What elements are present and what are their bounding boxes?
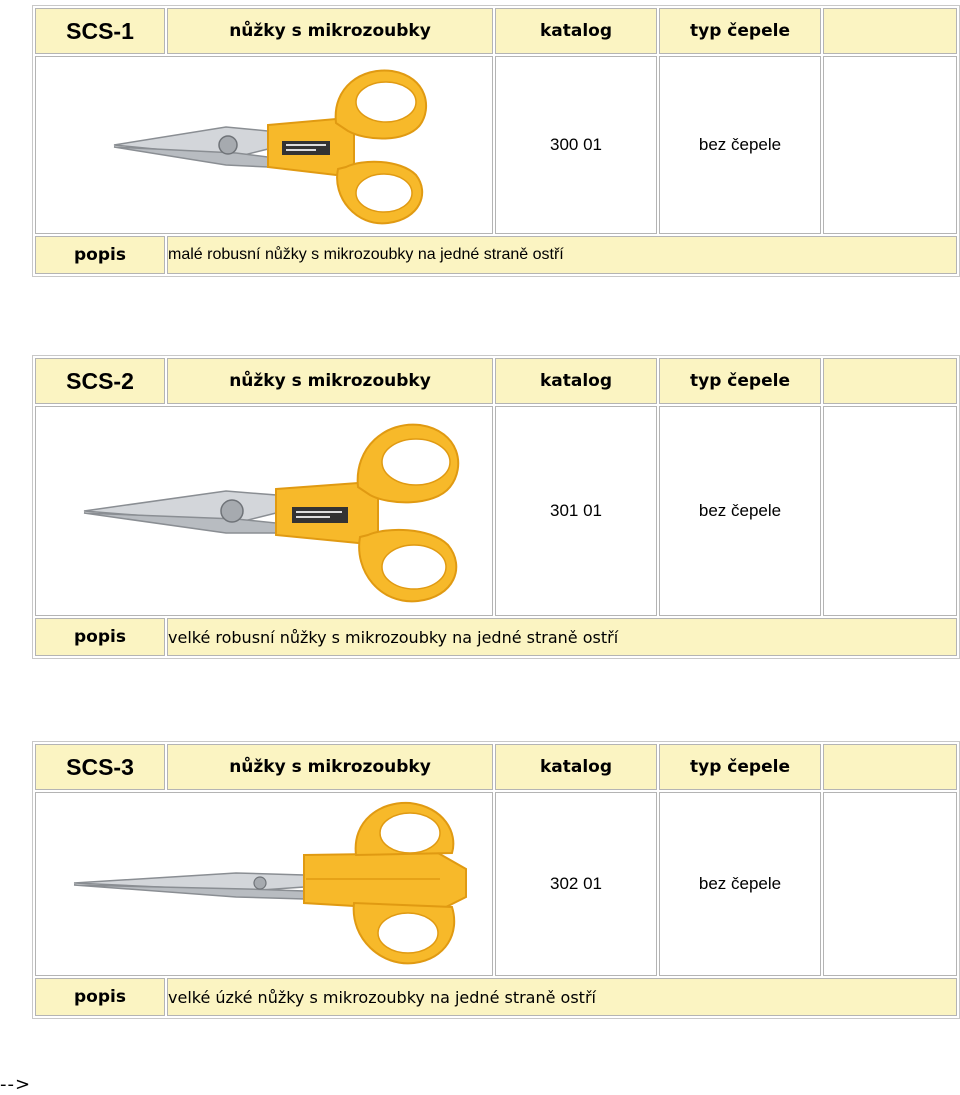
product-code: SCS-2 (35, 358, 165, 404)
blade-type-header: typ čepele (659, 358, 821, 404)
product-table (32, 741, 960, 1019)
catalog-number: 300 01 (495, 56, 657, 234)
stray-comment-text: --> (0, 1074, 32, 1095)
catalog-header: katalog (495, 8, 657, 54)
scissors-icon (36, 793, 492, 975)
scissors-icon (36, 57, 492, 233)
blade-type-value: bez čepele (659, 56, 821, 234)
product-description: velké úzké nůžky s mikrozoubky na jedné straně ostří (167, 978, 957, 1016)
catalog-number: 302 01 (495, 792, 657, 976)
blade-type-header: typ čepele (659, 744, 821, 790)
empty-cell (823, 792, 957, 976)
product-table (32, 5, 960, 277)
blade-type-header: typ čepele (659, 8, 821, 54)
catalog-header: katalog (495, 744, 657, 790)
empty-header (823, 744, 957, 790)
product-image-cell (35, 56, 493, 234)
product-name: nůžky s mikrozoubky (167, 744, 493, 790)
product-name: nůžky s mikrozoubky (167, 358, 493, 404)
description-label: popis (35, 236, 165, 274)
empty-header (823, 8, 957, 54)
product-scs-1 (32, 5, 958, 277)
product-table (32, 355, 960, 659)
blade-type-value: bez čepele (659, 406, 821, 616)
description-label: popis (35, 978, 165, 1016)
product-scs-3 (32, 741, 958, 1019)
empty-cell (823, 406, 957, 616)
product-description: malé robusní nůžky s mikrozoubky na jedné straně ostří (167, 236, 957, 274)
product-image-cell (35, 792, 493, 976)
description-label: popis (35, 618, 165, 656)
product-code: SCS-1 (35, 8, 165, 54)
product-code: SCS-3 (35, 744, 165, 790)
catalog-header: katalog (495, 358, 657, 404)
product-description: velké robusní nůžky s mikrozoubky na jedné straně ostří (167, 618, 957, 656)
empty-header (823, 358, 957, 404)
blade-type-value: bez čepele (659, 792, 821, 976)
product-name: nůžky s mikrozoubky (167, 8, 493, 54)
catalog-number: 301 01 (495, 406, 657, 616)
scissors-icon (36, 407, 492, 615)
product-scs-2 (32, 355, 958, 659)
product-image-cell (35, 406, 493, 616)
empty-cell (823, 56, 957, 234)
